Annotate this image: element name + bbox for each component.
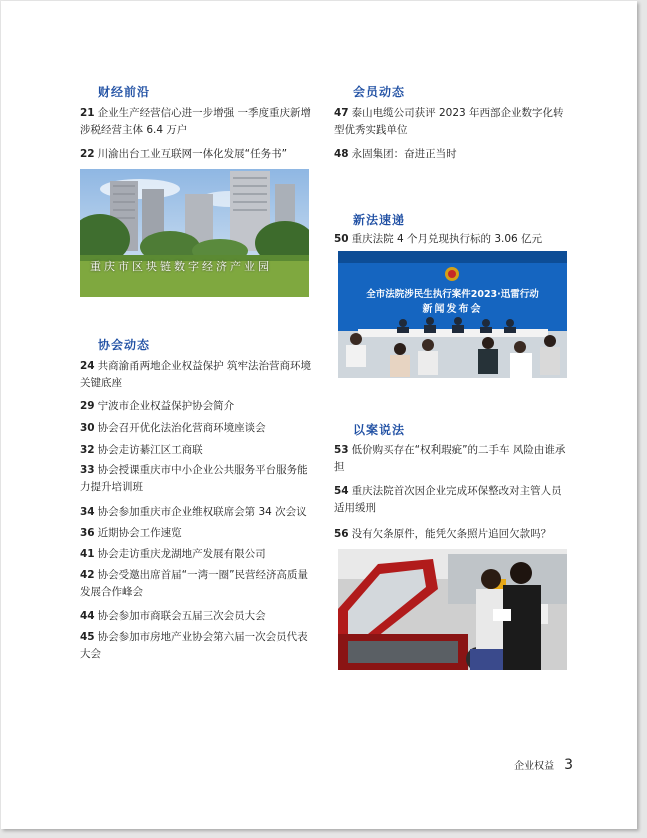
page-number: 47	[334, 107, 349, 119]
toc-item[interactable]	[80, 358, 318, 392]
page-number: 56	[334, 528, 349, 540]
toc-item[interactable]	[334, 442, 572, 476]
toc-item-title: 重庆法院 4 个月兑现执行标的 3.06 亿元	[351, 233, 543, 245]
toc-item[interactable]	[80, 462, 318, 496]
page-number: 30	[80, 422, 95, 434]
toc-item-title: 近期协会工作速览	[97, 527, 182, 539]
toc-item-title: 川渝出台工业互联网一体化发展“任务书”	[97, 148, 288, 160]
used-car-photo	[338, 549, 567, 670]
toc-item-title: 宁波市企业权益保护协会简介	[97, 400, 235, 412]
toc-item-title: 协会参加市商联会五届三次会员大会	[97, 610, 266, 622]
magazine-name: 企业权益	[514, 761, 555, 772]
press-conference-photo	[338, 251, 567, 378]
park-photo	[80, 169, 309, 297]
press-banner-line1: 全市法院涉民生执行案件2023·迅雷行动	[366, 289, 539, 300]
page-number: 50	[334, 233, 349, 245]
press-banner-line2: 新闻发布会	[422, 304, 483, 315]
toc-item[interactable]	[80, 525, 318, 542]
toc-item[interactable]	[80, 504, 318, 521]
toc-item[interactable]	[334, 483, 572, 517]
toc-item-title: 协会走访重庆龙湖地产发展有限公司	[97, 548, 266, 560]
page-number: 21	[80, 107, 95, 119]
toc-item[interactable]	[334, 105, 572, 139]
page-number: 45	[80, 631, 95, 643]
page-number-footer: 3	[564, 757, 573, 773]
toc-item-title: 永固集团：奋进正当时	[351, 148, 457, 160]
toc-item[interactable]	[80, 629, 318, 663]
toc-item-title: 协会参加重庆市企业维权联席会第 34 次会议	[97, 506, 307, 518]
toc-item-title: 协会召开优化法治化营商环境座谈会	[97, 422, 266, 434]
toc-item[interactable]	[80, 105, 318, 139]
toc-item-title: 没有欠条原件，能凭欠条照片追回欠款吗？	[351, 528, 552, 540]
page-number: 36	[80, 527, 95, 539]
park-illustration	[80, 169, 309, 297]
toc-item-title: 企业生产经营信心进一步增强 一季度重庆新增涉税经营主体 6.4 万户	[80, 107, 311, 136]
page-number: 42	[80, 569, 95, 581]
toc-item[interactable]	[80, 420, 318, 437]
section-title-xinfa: 新法速递	[353, 213, 406, 227]
page-number: 22	[80, 148, 95, 160]
page-number: 54	[334, 485, 349, 497]
page-number: 44	[80, 610, 95, 622]
toc-item[interactable]	[334, 526, 572, 543]
page-number: 41	[80, 548, 95, 560]
toc-item-title: 协会参加市房地产业协会第六届一次会员代表大会	[80, 631, 308, 660]
page-footer	[514, 757, 573, 773]
page-number: 29	[80, 400, 95, 412]
toc-item[interactable]	[80, 608, 318, 625]
page-number: 53	[334, 444, 349, 456]
toc-item-title: 协会授课重庆市中小企业公共服务平台服务能力提升培训班	[80, 464, 308, 493]
toc-item-title: 协会走访綦江区工商联	[97, 444, 203, 456]
car-illustration	[338, 549, 567, 670]
magazine-page	[1, 1, 637, 829]
toc-item-title: 共商渝甬两地企业权益保护 筑牢法治营商环境关键底座	[80, 360, 311, 389]
toc-item-title: 协会受邀出席首届“一湾一圈”民营经济高质量发展合作峰会	[80, 569, 309, 598]
toc-item-title: 低价购买存在“权利瑕疵”的二手车 风险由谁承担	[334, 444, 566, 473]
toc-item[interactable]	[334, 146, 572, 163]
park-sign-text: 重庆市区块链数字经济产业园	[90, 260, 272, 273]
section-title-huiyuan: 会员动态	[353, 85, 406, 99]
section-title-caijing: 财经前沿	[98, 85, 151, 99]
page-number: 32	[80, 444, 95, 456]
toc-item-title: 泰山电缆公司获评 2023 年西部企业数字化转型优秀实践单位	[334, 107, 564, 136]
page-number: 33	[80, 464, 95, 476]
page-number: 48	[334, 148, 349, 160]
toc-item[interactable]	[80, 146, 318, 163]
section-title-xiehui: 协会动态	[98, 338, 151, 352]
toc-item[interactable]	[80, 567, 318, 601]
toc-item-title: 重庆法院首次因企业完成环保整改对主管人员适用缓刑	[334, 485, 562, 514]
page-number: 24	[80, 360, 95, 372]
section-title-yian: 以案说法	[353, 423, 406, 437]
toc-item[interactable]	[80, 442, 318, 459]
toc-item[interactable]	[80, 546, 318, 563]
toc-item[interactable]	[80, 398, 318, 415]
page-number: 34	[80, 506, 95, 518]
toc-item[interactable]	[334, 231, 572, 248]
